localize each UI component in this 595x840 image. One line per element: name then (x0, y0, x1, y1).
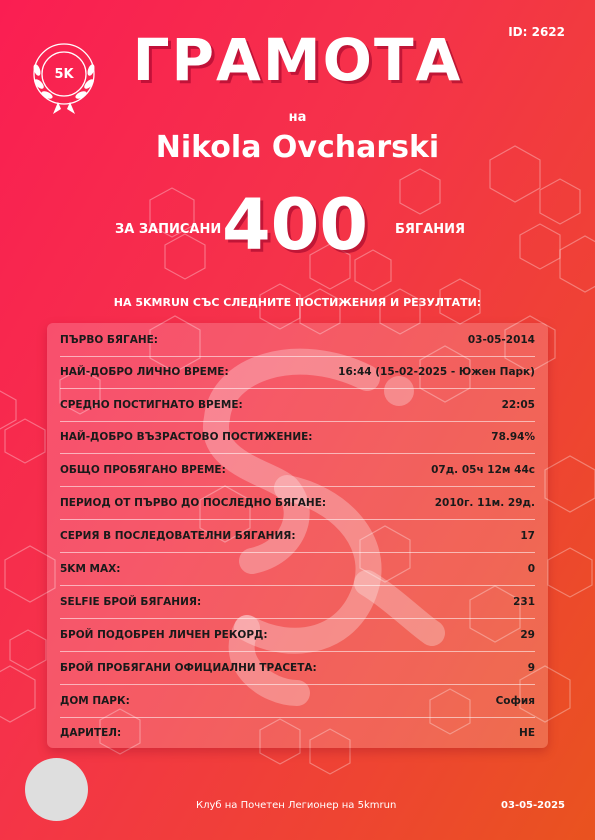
stat-row (60, 619, 535, 652)
stat-label: НАЙ-ДОБРО ЛИЧНО ВРЕМЕ: (60, 366, 229, 378)
to-label: на (288, 110, 307, 125)
stat-row (60, 652, 535, 685)
for-recorded-label: ЗА ЗАПИСАНИ (115, 222, 222, 237)
stat-label: НАЙ-ДОБРО ВЪЗРАСТОВО ПОСТИЖЕНИЕ: (60, 431, 313, 443)
stat-label: ПЕРИОД ОТ ПЪРВО ДО ПОСЛЕДНО БЯГАНЕ: (60, 497, 327, 509)
stat-label: 5KM MAX: (60, 563, 121, 575)
stat-label: ПЪРВО БЯГАНЕ: (60, 334, 158, 346)
issue-date: 03-05-2025 (501, 800, 565, 811)
certificate-id: ID: 2622 (508, 25, 565, 39)
stat-row (60, 586, 535, 619)
stat-value: 16:44 (15-02-2025 - Южен Парк) (338, 366, 535, 378)
stat-row (60, 553, 535, 586)
runs-count: 400 (221, 184, 369, 266)
stat-label: БРОЙ ПРОБЯГАНИ ОФИЦИАЛНИ ТРАСЕТА: (60, 662, 317, 674)
stat-row (60, 520, 535, 553)
stat-row (60, 454, 535, 487)
stat-value: 17 (520, 530, 535, 542)
stat-row (60, 356, 535, 389)
stat-label: СРЕДНО ПОСТИГНАТО ВРЕМЕ: (60, 399, 243, 411)
recipient-name: Nikola Ovcharski (155, 130, 440, 165)
stat-row (60, 324, 535, 357)
stat-row (60, 685, 535, 718)
stat-value: 78.94% (491, 431, 535, 443)
stat-row (60, 389, 535, 422)
stat-value: 231 (513, 596, 535, 608)
stat-row (60, 717, 535, 749)
stat-value: 29 (520, 629, 535, 641)
certificate-title: ГРАМОТА (132, 26, 463, 94)
stat-value: 0 (527, 563, 535, 575)
stat-value: 22:05 (501, 399, 535, 411)
stat-row (60, 421, 535, 454)
stats-panel (47, 323, 548, 748)
stat-row (60, 487, 535, 520)
avatar-placeholder (25, 758, 88, 821)
svg-text:5K: 5K (54, 67, 74, 82)
runs-label: БЯГАНИЯ (395, 222, 466, 237)
stat-label: БРОЙ ПОДОБРЕН ЛИЧЕН РЕКОРД: (60, 629, 268, 641)
stat-value: 9 (527, 662, 535, 674)
achievements-subtitle: НА 5KMRUN СЪС СЛЕДНИТЕ ПОСТИЖЕНИЯ И РЕЗУЛТАТИ: (113, 296, 482, 309)
stat-label: ДОМ ПАРК: (60, 695, 130, 707)
stat-value: София (495, 695, 535, 707)
stat-label: СЕРИЯ В ПОСЛЕДОВАТЕЛНИ БЯГАНИЯ: (60, 530, 296, 542)
club-footer: Клуб на Почетен Легионер на 5kmrun (196, 800, 397, 811)
stat-value: 2010г. 11м. 29д. (434, 497, 535, 509)
stat-label: SELFIE БРОЙ БЯГАНИЯ: (60, 596, 202, 608)
stat-value: 07д. 05ч 12м 44с (431, 464, 535, 476)
stat-value: 03-05-2014 (467, 334, 535, 346)
stat-label: ДАРИТЕЛ: (60, 727, 122, 739)
stat-label: ОБЩО ПРОБЯГАНО ВРЕМЕ: (60, 464, 226, 476)
stat-value: НЕ (519, 727, 535, 739)
